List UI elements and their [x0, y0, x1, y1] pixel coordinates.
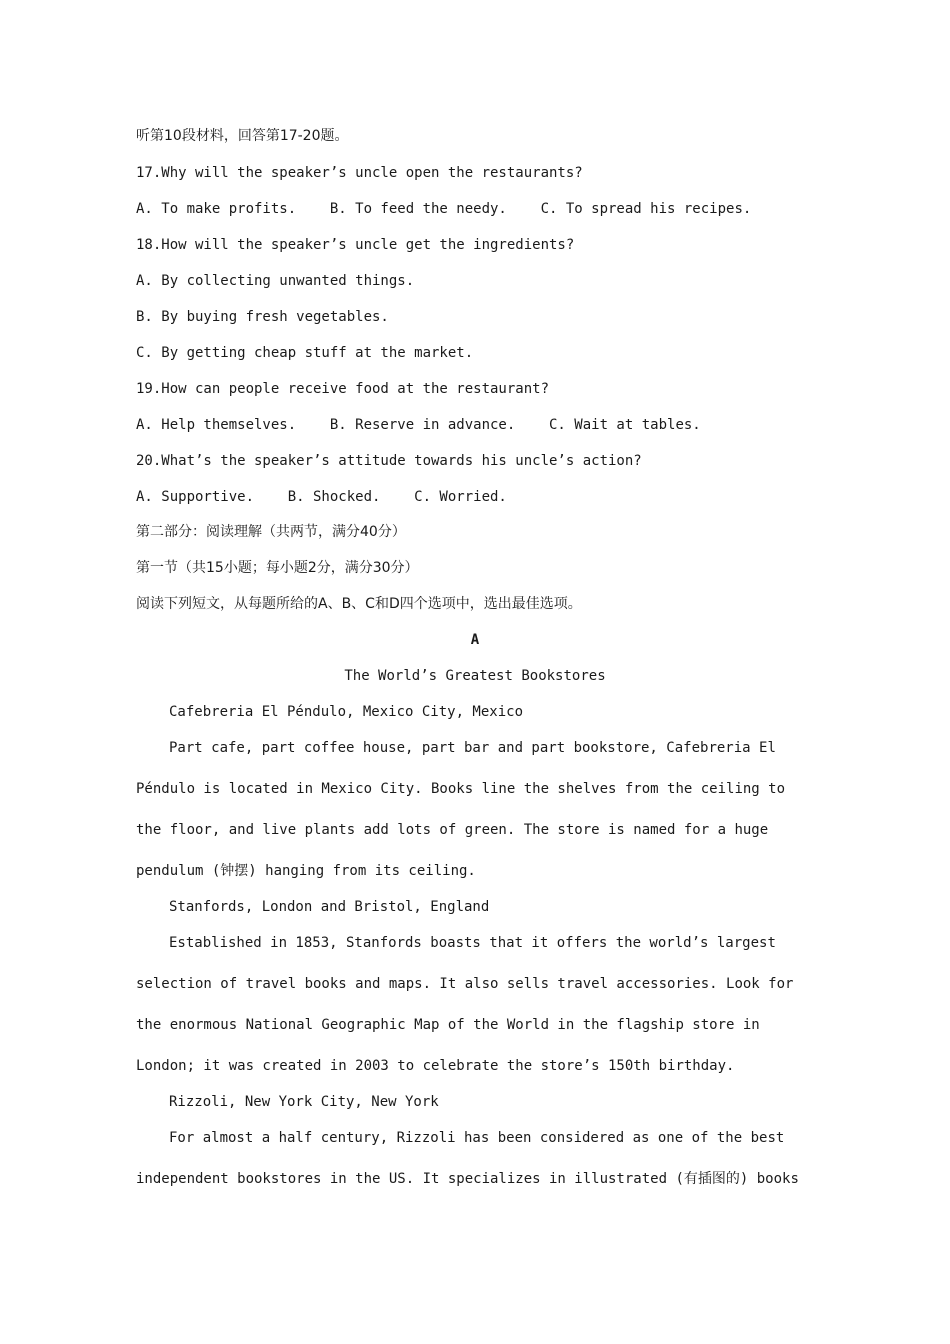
store-text-line: pendulum (钟摆) hanging from its ceiling. — [136, 863, 476, 879]
store-text-line: For almost a half century, Rizzoli has been considered as one of the best — [169, 1130, 785, 1146]
passage-letter: A — [470, 632, 480, 648]
store-text-line: Part cafe, part coffee house, part bar and part bookstore, Cafebreria El — [169, 740, 776, 756]
question-19: 19.How can people receive food at the restaurant? — [136, 381, 550, 397]
store-text-line: the enormous National Geographic Map of the World in the flagship store in — [136, 1017, 760, 1033]
passage-title: The World’s Greatest Bookstores — [344, 668, 606, 684]
store-text-line: the floor, and live plants add lots of green. The store is named for a huge — [136, 822, 769, 838]
listening-intro: 听第10段材料，回答第17-20题。 — [136, 128, 349, 144]
store-heading-rizzoli: Rizzoli, New York City, New York — [169, 1094, 439, 1110]
store-text-line: Péndulo is located in Mexico City. Books line the shelves from the ceiling to — [136, 781, 786, 797]
reading-part-title: 第二部分：阅读理解（共两节，满分40分） — [136, 524, 406, 540]
question-18-option-b: B. By buying fresh vegetables. — [136, 309, 389, 325]
question-17-options: A. To make profits. B. To feed the needy. C. To spread his recipes. — [136, 201, 752, 217]
store-heading-stanfords: Stanfords, London and Bristol, England — [169, 899, 490, 915]
reading-section-title: 第一节（共15小题；每小题2分，满分30分） — [136, 560, 419, 576]
question-19-options: A. Help themselves. B. Reserve in advance. C. Wait at tables. — [136, 417, 701, 433]
store-text-line: selection of travel books and maps. It also sells travel accessories. Look for — [136, 976, 794, 992]
store-text-line: independent bookstores in the US. It specializes in illustrated (有插图的) books — [136, 1171, 799, 1187]
question-18-option-a: A. By collecting unwanted things. — [136, 273, 415, 289]
store-heading-el-pendulo: Cafebreria El Péndulo, Mexico City, Mexico — [169, 704, 524, 720]
question-20: 20.What’s the speaker’s attitude towards his uncle’s action? — [136, 453, 642, 469]
store-text-line: Established in 1853, Stanfords boasts that it offers the world’s largest — [169, 935, 776, 951]
question-17: 17.Why will the speaker’s uncle open the restaurants? — [136, 165, 583, 181]
question-18-option-c: C. By getting cheap stuff at the market. — [136, 345, 474, 361]
question-18: 18.How will the speaker’s uncle get the ingredients? — [136, 237, 575, 253]
reading-instructions: 阅读下列短文，从每题所给的A、B、C和D四个选项中，选出最佳选项。 — [136, 596, 582, 612]
store-text-line: London; it was created in 2003 to celebrate the store’s 150th birthday. — [136, 1058, 735, 1074]
question-20-options: A. Supportive. B. Shocked. C. Worried. — [136, 489, 507, 505]
